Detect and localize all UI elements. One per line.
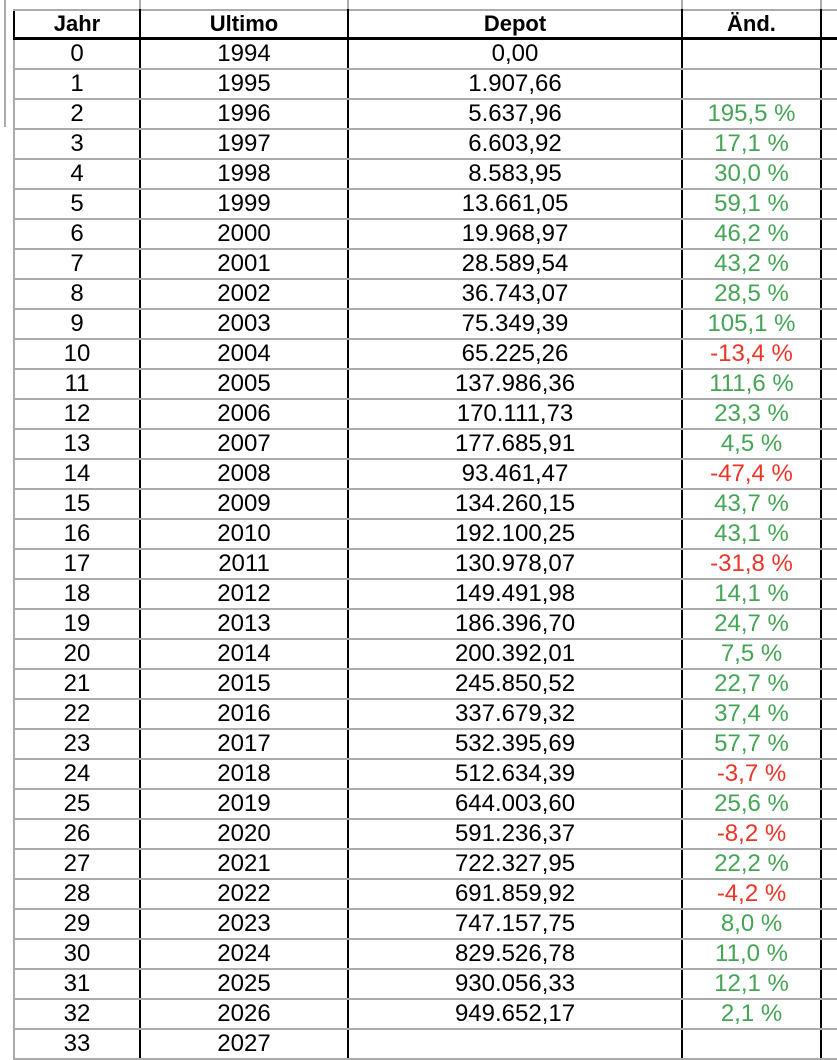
cell-aend[interactable]: 46,2 % — [682, 219, 821, 249]
cell-ultimo[interactable]: 2022 — [140, 879, 348, 909]
table-row — [14, 999, 837, 1029]
cell-jahr[interactable]: 23 — [14, 729, 140, 759]
table-row — [14, 429, 837, 459]
table-row — [14, 639, 837, 669]
cell-ultimo[interactable]: 2008 — [140, 459, 348, 489]
cell-ultimo[interactable]: 2015 — [140, 669, 348, 699]
cell-aend[interactable]: -47,4 % — [682, 459, 821, 489]
table-row — [14, 609, 837, 639]
cell-extra[interactable] — [821, 369, 837, 399]
cell-ultimo[interactable]: 2013 — [140, 609, 348, 639]
table-row — [14, 939, 837, 969]
table-row — [14, 339, 837, 369]
cell-jahr[interactable]: 24 — [14, 759, 140, 789]
cell-extra[interactable] — [821, 99, 837, 129]
cell-ultimo[interactable]: 2001 — [140, 249, 348, 279]
cell-jahr[interactable]: 15 — [14, 489, 140, 519]
cell-extra[interactable] — [821, 219, 837, 249]
cell-extra[interactable] — [821, 669, 837, 699]
column-header-ultimo[interactable]: Ultimo — [140, 10, 348, 39]
cell-depot[interactable]: 192.100,25 — [348, 519, 682, 549]
cell-extra[interactable] — [821, 309, 837, 339]
cell-extra[interactable] — [821, 249, 837, 279]
cell-aend[interactable]: 25,6 % — [682, 789, 821, 819]
cell-jahr[interactable]: 6 — [14, 219, 140, 249]
cell-jahr[interactable]: 33 — [14, 1029, 140, 1059]
cell-jahr[interactable]: 9 — [14, 309, 140, 339]
table-row — [14, 1029, 837, 1059]
cell-aend[interactable]: 105,1 % — [682, 309, 821, 339]
cell-extra[interactable] — [821, 429, 837, 459]
column-header-aend[interactable]: Änd. — [682, 10, 821, 39]
cell-ultimo[interactable]: 2009 — [140, 489, 348, 519]
cell-depot[interactable]: 93.461,47 — [348, 459, 682, 489]
cell-ultimo[interactable]: 2011 — [140, 549, 348, 579]
table-row — [14, 129, 837, 159]
cell-jahr[interactable]: 22 — [14, 699, 140, 729]
cell-jahr[interactable]: 2 — [14, 99, 140, 129]
cell-depot[interactable]: 512.634,39 — [348, 759, 682, 789]
cell-extra[interactable] — [821, 489, 837, 519]
cell-depot[interactable]: 532.395,69 — [348, 729, 682, 759]
cell-aend[interactable]: 12,1 % — [682, 969, 821, 999]
cell-ultimo[interactable]: 2002 — [140, 279, 348, 309]
cell-depot[interactable]: 186.396,70 — [348, 609, 682, 639]
table-row — [14, 249, 837, 279]
cell-jahr[interactable]: 11 — [14, 369, 140, 399]
table-row — [14, 699, 837, 729]
cell-aend[interactable] — [682, 39, 821, 70]
table-row — [14, 189, 837, 219]
cell-depot[interactable]: 28.589,54 — [348, 249, 682, 279]
cell-ultimo[interactable]: 2000 — [140, 219, 348, 249]
cell-ultimo[interactable]: 2027 — [140, 1029, 348, 1059]
cell-extra[interactable] — [821, 999, 837, 1029]
gridline-stub-col3 — [681, 0, 683, 9]
cell-aend[interactable] — [682, 69, 821, 99]
cell-aend[interactable]: -3,7 % — [682, 759, 821, 789]
table-row — [14, 39, 837, 70]
cell-ultimo[interactable]: 2025 — [140, 969, 348, 999]
cell-depot[interactable]: 747.157,75 — [348, 909, 682, 939]
cell-ultimo[interactable]: 1994 — [140, 39, 348, 70]
cell-extra[interactable] — [821, 939, 837, 969]
table-row — [14, 69, 837, 99]
cell-aend[interactable]: 43,1 % — [682, 519, 821, 549]
cell-depot[interactable]: 177.685,91 — [348, 429, 682, 459]
cell-ultimo[interactable]: 1999 — [140, 189, 348, 219]
cell-jahr[interactable]: 17 — [14, 549, 140, 579]
cell-aend[interactable]: 2,1 % — [682, 999, 821, 1029]
cell-depot[interactable]: 591.236,37 — [348, 819, 682, 849]
cell-jahr[interactable]: 5 — [14, 189, 140, 219]
cell-ultimo[interactable]: 2012 — [140, 579, 348, 609]
cell-extra[interactable] — [821, 969, 837, 999]
cell-depot[interactable]: 75.349,39 — [348, 309, 682, 339]
table-row — [14, 909, 837, 939]
column-header-depot[interactable]: Depot — [348, 10, 682, 39]
cell-jahr[interactable]: 18 — [14, 579, 140, 609]
cell-jahr[interactable]: 20 — [14, 639, 140, 669]
cell-extra[interactable] — [821, 609, 837, 639]
cell-depot[interactable]: 170.111,73 — [348, 399, 682, 429]
cell-jahr[interactable]: 19 — [14, 609, 140, 639]
table-row — [14, 219, 837, 249]
cell-aend[interactable]: 111,6 % — [682, 369, 821, 399]
cell-jahr[interactable]: 25 — [14, 789, 140, 819]
cell-ultimo[interactable]: 2020 — [140, 819, 348, 849]
cell-extra[interactable] — [821, 189, 837, 219]
cell-depot[interactable]: 5.637,96 — [348, 99, 682, 129]
cell-ultimo[interactable]: 1997 — [140, 129, 348, 159]
cell-ultimo[interactable]: 2021 — [140, 849, 348, 879]
cell-extra[interactable] — [821, 459, 837, 489]
depot-performance-table — [13, 9, 837, 1060]
cell-ultimo[interactable]: 2003 — [140, 309, 348, 339]
cell-depot[interactable]: 8.583,95 — [348, 159, 682, 189]
cell-jahr[interactable]: 30 — [14, 939, 140, 969]
table-row — [14, 459, 837, 489]
cell-jahr[interactable]: 12 — [14, 399, 140, 429]
table-row — [14, 729, 837, 759]
cell-ultimo[interactable]: 2004 — [140, 339, 348, 369]
table-row — [14, 99, 837, 129]
cell-jahr[interactable]: 14 — [14, 459, 140, 489]
cell-ultimo[interactable]: 1996 — [140, 99, 348, 129]
cell-ultimo[interactable]: 2023 — [140, 909, 348, 939]
cell-extra[interactable] — [821, 879, 837, 909]
cell-extra[interactable] — [821, 279, 837, 309]
table-row — [14, 399, 837, 429]
cell-aend[interactable]: -13,4 % — [682, 339, 821, 369]
cell-aend[interactable]: 195,5 % — [682, 99, 821, 129]
cell-extra[interactable] — [821, 549, 837, 579]
table-row — [14, 879, 837, 909]
cell-ultimo[interactable]: 2026 — [140, 999, 348, 1029]
cell-extra[interactable] — [821, 579, 837, 609]
cell-aend[interactable]: 24,7 % — [682, 609, 821, 639]
cell-jahr[interactable]: 10 — [14, 339, 140, 369]
table-row — [14, 369, 837, 399]
cell-jahr[interactable]: 13 — [14, 429, 140, 459]
table-row — [14, 819, 837, 849]
cell-jahr[interactable]: 1 — [14, 69, 140, 99]
table-row — [14, 309, 837, 339]
cell-ultimo[interactable]: 2005 — [140, 369, 348, 399]
cell-depot[interactable]: 245.850,52 — [348, 669, 682, 699]
cell-depot[interactable]: 200.392,01 — [348, 639, 682, 669]
cell-extra[interactable] — [821, 69, 837, 99]
cell-jahr[interactable]: 29 — [14, 909, 140, 939]
cell-extra[interactable] — [821, 849, 837, 879]
cell-extra[interactable] — [821, 789, 837, 819]
cell-jahr[interactable]: 31 — [14, 969, 140, 999]
cell-depot[interactable]: 829.526,78 — [348, 939, 682, 969]
cell-depot[interactable]: 130.978,07 — [348, 549, 682, 579]
cell-aend[interactable]: 30,0 % — [682, 159, 821, 189]
cell-ultimo[interactable]: 2024 — [140, 939, 348, 969]
table-body — [14, 39, 837, 1060]
cell-depot[interactable]: 930.056,33 — [348, 969, 682, 999]
cell-aend[interactable]: 4,5 % — [682, 429, 821, 459]
cell-extra[interactable] — [821, 909, 837, 939]
cell-depot[interactable]: 949.652,17 — [348, 999, 682, 1029]
gridline-stub-col4 — [820, 0, 822, 9]
cell-depot[interactable]: 19.968,97 — [348, 219, 682, 249]
cell-depot[interactable]: 149.491,98 — [348, 579, 682, 609]
cell-aend[interactable]: 57,7 % — [682, 729, 821, 759]
cell-ultimo[interactable]: 2018 — [140, 759, 348, 789]
cell-aend[interactable]: 22,7 % — [682, 669, 821, 699]
cell-depot[interactable]: 1.907,66 — [348, 69, 682, 99]
gridline-stub-col1 — [139, 0, 141, 9]
table-row — [14, 519, 837, 549]
cell-jahr[interactable]: 0 — [14, 39, 140, 70]
cell-aend[interactable]: 28,5 % — [682, 279, 821, 309]
cell-aend[interactable]: 37,4 % — [682, 699, 821, 729]
cell-aend[interactable]: 17,1 % — [682, 129, 821, 159]
table-row — [14, 549, 837, 579]
table-header — [14, 10, 837, 39]
cell-aend[interactable]: -4,2 % — [682, 879, 821, 909]
cell-jahr[interactable]: 28 — [14, 879, 140, 909]
cell-extra[interactable] — [821, 729, 837, 759]
cell-aend[interactable]: 14,1 % — [682, 579, 821, 609]
cell-aend[interactable]: 8,0 % — [682, 909, 821, 939]
cell-depot[interactable] — [348, 1029, 682, 1059]
cell-ultimo[interactable]: 1995 — [140, 69, 348, 99]
cell-depot[interactable]: 722.327,95 — [348, 849, 682, 879]
cell-jahr[interactable]: 8 — [14, 279, 140, 309]
column-header-extra[interactable] — [821, 10, 837, 39]
cell-depot[interactable]: 65.225,26 — [348, 339, 682, 369]
cell-ultimo[interactable]: 2016 — [140, 699, 348, 729]
table-row — [14, 669, 837, 699]
cell-extra[interactable] — [821, 639, 837, 669]
cell-jahr[interactable]: 32 — [14, 999, 140, 1029]
cell-jahr[interactable]: 16 — [14, 519, 140, 549]
cell-aend[interactable] — [682, 1029, 821, 1059]
cell-aend[interactable]: -31,8 % — [682, 549, 821, 579]
table-row — [14, 579, 837, 609]
cell-aend[interactable]: 11,0 % — [682, 939, 821, 969]
column-header-jahr[interactable]: Jahr — [14, 10, 140, 39]
cell-jahr[interactable]: 3 — [14, 129, 140, 159]
cell-depot[interactable]: 644.003,60 — [348, 789, 682, 819]
cell-depot[interactable]: 6.603,92 — [348, 129, 682, 159]
cell-extra[interactable] — [821, 39, 837, 70]
cell-depot[interactable]: 36.743,07 — [348, 279, 682, 309]
cell-aend[interactable]: 43,2 % — [682, 249, 821, 279]
table-row — [14, 789, 837, 819]
cell-ultimo[interactable]: 2014 — [140, 639, 348, 669]
cell-ultimo[interactable]: 2007 — [140, 429, 348, 459]
table-row — [14, 279, 837, 309]
cell-ultimo[interactable]: 2019 — [140, 789, 348, 819]
cell-aend[interactable]: 23,3 % — [682, 399, 821, 429]
cell-depot[interactable]: 691.859,92 — [348, 879, 682, 909]
cell-extra[interactable] — [821, 759, 837, 789]
cell-jahr[interactable]: 4 — [14, 159, 140, 189]
table-row — [14, 759, 837, 789]
cell-jahr[interactable]: 21 — [14, 669, 140, 699]
cell-extra[interactable] — [821, 339, 837, 369]
cell-aend[interactable]: 22,2 % — [682, 849, 821, 879]
cell-jahr[interactable]: 7 — [14, 249, 140, 279]
cell-depot[interactable]: 137.986,36 — [348, 369, 682, 399]
cell-extra[interactable] — [821, 1029, 837, 1059]
cell-aend[interactable]: 43,7 % — [682, 489, 821, 519]
cell-extra[interactable] — [821, 399, 837, 429]
table-row — [14, 849, 837, 879]
table-row — [14, 159, 837, 189]
cell-depot[interactable]: 337.679,32 — [348, 699, 682, 729]
cell-jahr[interactable]: 27 — [14, 849, 140, 879]
cell-depot[interactable]: 134.260,15 — [348, 489, 682, 519]
cell-aend[interactable]: -8,2 % — [682, 819, 821, 849]
table-row — [14, 969, 837, 999]
cell-ultimo[interactable]: 2006 — [140, 399, 348, 429]
cell-ultimo[interactable]: 2010 — [140, 519, 348, 549]
cell-jahr[interactable]: 26 — [14, 819, 140, 849]
cell-depot[interactable]: 13.661,05 — [348, 189, 682, 219]
table-row — [14, 489, 837, 519]
cell-extra[interactable] — [821, 129, 837, 159]
cell-aend[interactable]: 59,1 % — [682, 189, 821, 219]
header-row — [14, 10, 837, 39]
cell-depot[interactable]: 0,00 — [348, 39, 682, 70]
cell-extra[interactable] — [821, 699, 837, 729]
cell-aend[interactable]: 7,5 % — [682, 639, 821, 669]
gridline-stub-col2 — [347, 0, 349, 9]
cell-extra[interactable] — [821, 159, 837, 189]
cell-extra[interactable] — [821, 519, 837, 549]
gridline-stub-left-outer — [4, 0, 6, 127]
cell-ultimo[interactable]: 1998 — [140, 159, 348, 189]
cell-extra[interactable] — [821, 819, 837, 849]
cell-ultimo[interactable]: 2017 — [140, 729, 348, 759]
